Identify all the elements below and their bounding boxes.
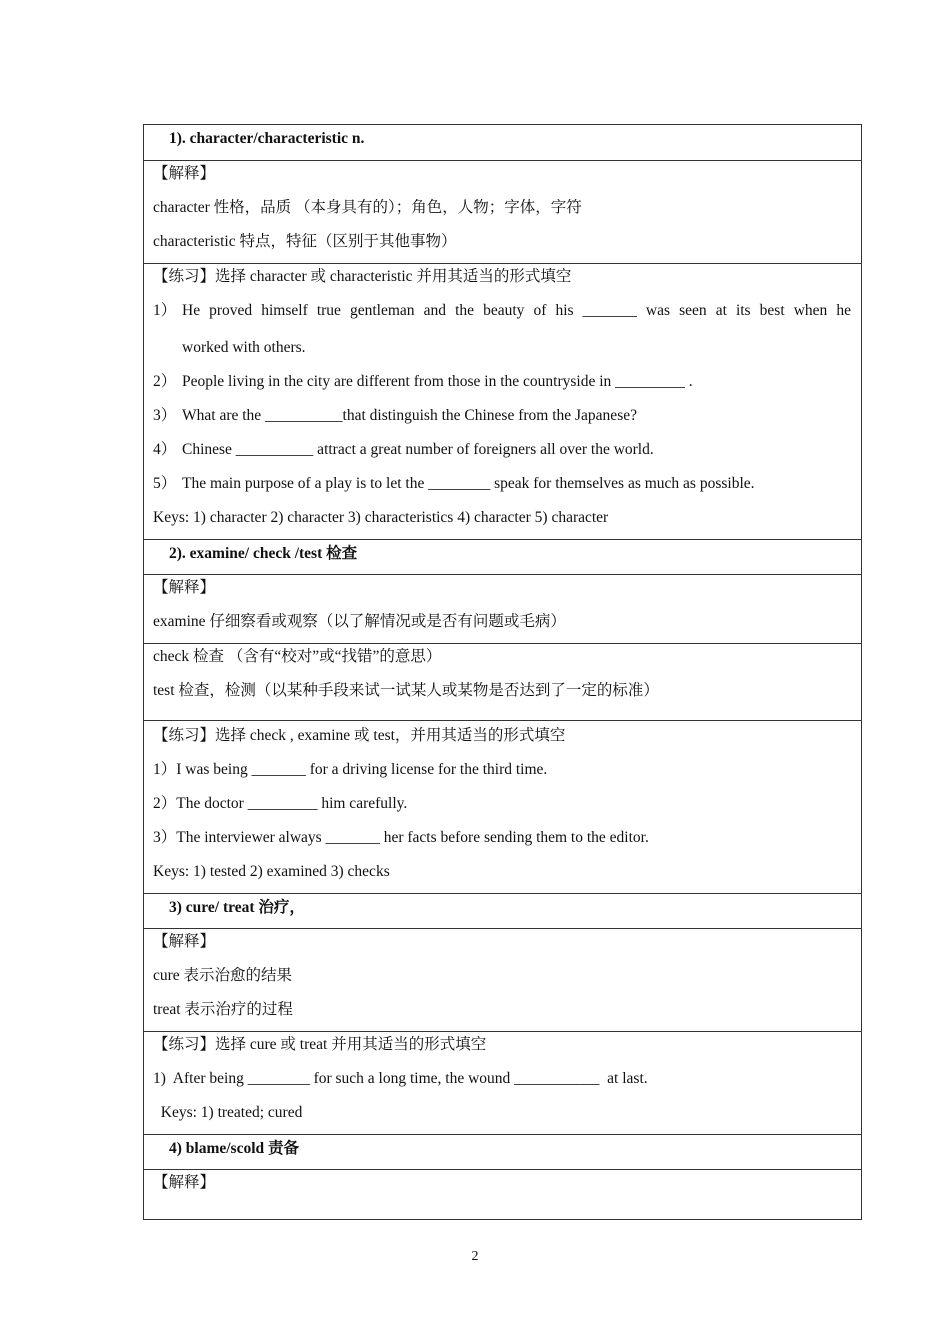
exercise-number: 3） [153,407,177,424]
section-heading-character: 1). character/characteristic n. [169,130,365,147]
exercise-item-2: 2）The doctor _________ him carefully. [153,795,408,812]
word: himself [261,302,308,319]
exercise-item-1-continued: worked with others. [182,339,306,356]
exercise-item-4 [153,437,851,471]
explanation-label: 【解释】 [153,579,216,596]
explanation-label: 【解释】 [153,933,216,950]
answer-keys: Keys: 1) treated; cured [153,1104,303,1121]
word: beauty [483,302,525,319]
exercise-number: 4） [153,441,177,458]
explanation-character [144,160,861,263]
exercise-item-3: 3）The interviewer always _______ her facts before sending them to the editor. [153,829,649,846]
word: He [182,302,201,319]
practice-cure-treat [144,1031,861,1134]
practice-examine [144,720,861,893]
explanation-line-test: test 检查，检测（以某种手段来试一试某人或某物是否达到了一定的标准） [153,682,659,699]
word: he [836,302,851,319]
practice-title: 【练习】选择 character 或 characteristic 并用其适当的形式填空 [153,268,572,285]
exercise-text: Chinese __________ attract a great number of foreigners all over the world. [182,441,654,458]
blank: _______ [582,302,637,319]
word: the [455,302,474,319]
exercise-number: 5） [153,475,177,492]
explanation-label: 【解释】 [153,1174,216,1191]
explanation-line-treat: treat 表示治疗的过程 [153,1001,293,1018]
word: of [533,302,547,319]
exercise-item-2 [153,369,851,403]
page-number: 2 [471,1249,479,1264]
word: at [715,302,727,319]
exercise-item-1 [153,298,851,335]
word: his [555,302,574,319]
word: and [423,302,446,319]
word: gentleman [349,302,415,319]
practice-title: 【练习】选择 cure 或 treat 并用其适当的形式填空 [153,1036,487,1053]
practice-title: 【练习】选择 check , examine 或 test，并用其适当的形式填空 [153,727,566,744]
word: its [735,302,751,319]
explanation-cure-treat [144,928,861,1031]
practice-character [144,263,861,539]
exercise-item-1: 1）I was being _______ for a driving license for the third time. [153,761,548,778]
word: best [759,302,785,319]
exercise-item-1: 1) After being ________ for such a long time, the wound ___________ at last. [153,1070,648,1087]
explanation-blame-scold [144,1169,861,1219]
word: seen [679,302,707,319]
vocabulary-table [143,124,862,1220]
explanation-line-character: character 性格，品质 （本身具有的）；角色，人物；字体，字符 [153,199,582,216]
exercise-item-3 [153,403,851,437]
exercise-text-justified [182,298,851,335]
explanation-examine [144,574,861,643]
explanation-line-cure: cure 表示治愈的结果 [153,967,293,984]
section-heading-cure-treat: 3) cure/ treat 治疗， [144,893,861,928]
exercise-number: 2） [153,373,177,390]
exercise-text: What are the __________that distinguish the Chinese from the Japanese? [182,407,637,424]
word: was [645,302,671,319]
explanation-line-check: check 检查 （含有“校对”或“找错”的意思） [153,648,442,665]
exercise-text: People living in the city are different from those in the countryside in _________ . [182,373,693,390]
explanation-label: 【解释】 [153,165,216,182]
section-heading-examine: 2). examine/ check /test 检查 [144,539,861,574]
word: proved [209,302,253,319]
answer-keys: Keys: 1) tested 2) examined 3) checks [153,863,390,880]
answer-keys: Keys: 1) character 2) character 3) characteristics 4) character 5) character [153,509,609,526]
section-heading-blame-scold: 4) blame/scold 责备 [144,1134,861,1169]
exercise-number: 1） [153,302,177,319]
explanation-line-examine: examine 仔细察看或观察（以了解情况或是否有问题或毛病） [153,613,566,630]
explanation-check-test [144,643,861,720]
exercise-text: The main purpose of a play is to let the ________ speak for themselves as much as possible. [182,475,755,492]
exercise-item-5 [153,471,851,505]
explanation-line-characteristic: characteristic 特点，特征（区别于其他事物） [153,233,457,250]
word: when [793,302,828,319]
word: true [316,302,341,319]
